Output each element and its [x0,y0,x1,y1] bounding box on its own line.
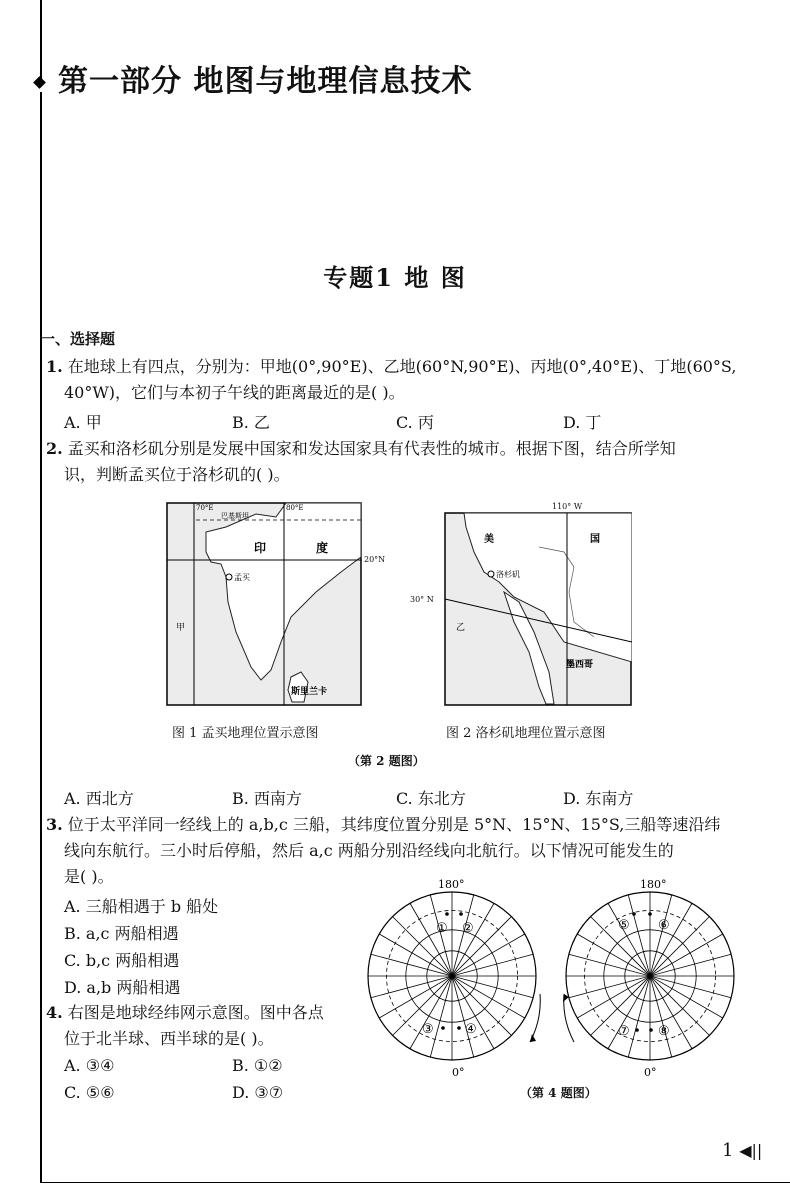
fig1-island: 斯里兰卡 [291,687,328,697]
fig2-city-marker [488,571,494,577]
fig1-city-marker [226,574,232,580]
fig2-sea-label: 乙 [456,623,466,633]
polar-right-bottom-label: 0° [644,1066,657,1079]
rotation-arrow-right-icon [564,994,574,1042]
q2-line2: 识，判断孟买位于洛杉矶的( )。 [64,465,290,484]
q2-number: 2. [46,439,63,458]
q3-option-a: A. 三船相遇于 b 船处 [64,897,219,916]
q4-figure-label: （第 4 题图） [520,1086,597,1100]
q4-option-b: B. ①② [232,1056,283,1075]
q3-line3: 是( )。 [64,867,114,886]
point-7: ⑦ [618,1024,630,1039]
polar-grid-right [566,892,734,1060]
point-1: ① [436,921,448,936]
point-5: ⑤ [618,918,630,933]
q3-number: 3. [46,815,63,834]
q3-line1: 3. 位于太平洋同一经线上的 a,b,c 三船，其纬度位置分别是 5°N、15°N、15°S,三船等速沿纬 [46,815,721,834]
q1-option-b: B. 乙 [232,413,270,432]
q4-line1: 4. 右图是地球经纬网示意图。图中各点 [46,1003,324,1022]
fig2-mexico: 墨西哥 [566,660,594,670]
fig1-sea-label: 甲 [176,623,186,633]
point-8: ⑧ [658,1024,670,1039]
q4-option-a: A. ③④ [64,1056,115,1075]
figure-losangeles-map [444,512,632,706]
q4-option-c: C. ⑤⑥ [64,1083,115,1102]
point-3: ③ [422,1022,434,1037]
q1-option-d: D. 丁 [563,413,602,432]
q1-option-a: A. 甲 [64,413,102,432]
margin-rule-top [40,0,42,80]
q3-line2: 线向东航行。三小时后停船，然后 a,c 两船分别沿经线向北航行。以下情况可能发生的 [64,841,674,860]
fig2-country2: 国 [590,534,600,545]
fig1-city: 孟买 [234,573,250,582]
margin-rule [40,92,42,1182]
q2-line1: 2. 孟买和洛杉矶分别是发展中国家和发达国家具有代表性的城市。根据下图，结合所学知 [46,439,676,458]
topic-title: 专题1 地 图 [323,263,467,292]
fig1-caption: 图 1 孟买地理位置示意图 [172,726,319,741]
q1-number: 1. [46,357,63,376]
figure-polar-grid [352,872,742,1082]
polar-left-bottom-label: 0° [452,1066,465,1079]
q1-option-c: C. 丙 [396,413,434,432]
q2-option-b: B. 西南方 [232,789,302,808]
polar-grid-left [368,892,536,1060]
fig1-lon1: 70°E [196,504,214,512]
fig2-lat: 30° N [410,595,434,604]
q1-line1: 1. 在地球上有四点，分别为：甲地(0°,90°E)、乙地(60°N,90°E)、丙地(0°,40°E)、丁地(60°S, [46,357,737,376]
q2-option-d: D. 东南方 [563,789,634,808]
point-2: ② [462,921,474,936]
point-6: ⑥ [658,918,670,933]
fig1-lon2: 80°E [286,504,304,512]
q2-figure-label: （第 2 题图） [348,754,425,768]
q4-number: 4. [46,1003,63,1022]
q4-line2: 位于北半球、西半球的是( )。 [64,1029,274,1048]
fig1-country2: 度 [316,541,329,555]
point-4: ④ [465,1022,477,1037]
q2-option-a: A. 西北方 [64,789,134,808]
q4-option-d: D. ③⑦ [232,1083,284,1102]
polar-right-top-label: 180° [640,878,667,891]
part-title: 第一部分 地图与地理信息技术 [58,64,473,99]
q3-option-c: C. b,c 两船相遇 [64,951,180,970]
diamond-bullet-icon [33,76,46,89]
fig2-country: 美 [484,534,494,545]
fig2-city: 洛杉矶 [496,570,520,579]
polar-left-top-label: 180° [438,878,465,891]
q3-option-b: B. a,c 两船相遇 [64,924,179,943]
q2-option-c: C. 东北方 [396,789,466,808]
q3-option-d: D. a,b 两船相遇 [64,978,181,997]
fig2-lon: 110° W [552,502,583,511]
section-title: 一、选择题 [40,330,116,348]
fig2-caption: 图 2 洛杉矶地理位置示意图 [446,726,606,741]
page-number: 1 ◀|| [722,1140,763,1161]
fig1-lat: 20°N [364,555,386,564]
fig1-country: 印 [254,541,267,555]
q1-line2: 40°W)，它们与本初子午线的距离最近的是( )。 [64,383,405,402]
bottom-rule [40,1182,790,1183]
page-arrow-icon: ◀|| [739,1141,763,1160]
figure-mumbai-map [166,502,362,706]
fig1-border-label: 巴基斯坦 [221,512,249,520]
